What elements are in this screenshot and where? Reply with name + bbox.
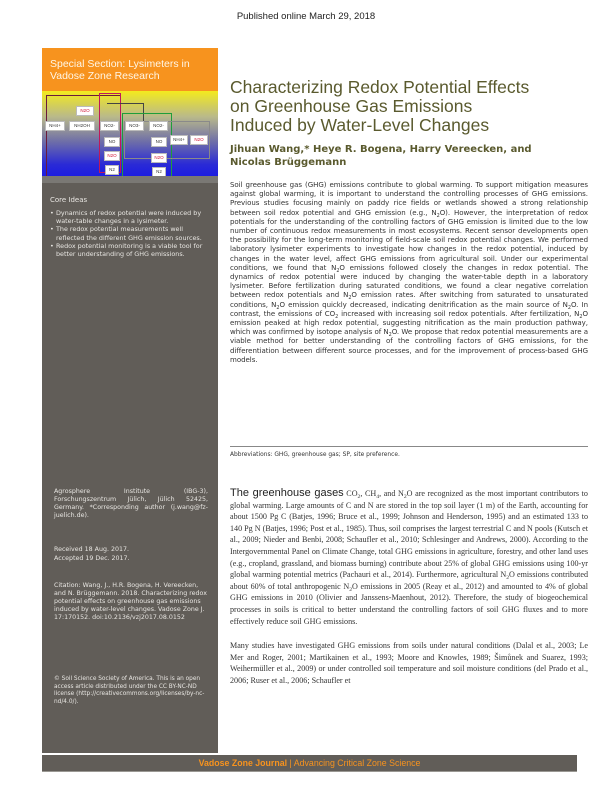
body-text: O are recognized as the most important contributors to global warming. Large amounts of C and N are stored in the top soil layer (1 m) of the Earth, accounting for about 1500 Pg C (Batjes, 1996; Bruce et al., 1999; Johnson and Henderson, 1995) and an estimated 133 to 140 Pg N (Batjes, 1996; Post et al., 1985). Thus, soil comprises the largest terrestrial C and N pools (Kutsch et al., 2009; Nieder and Benbi, 2008; Schaufler et al., 2010; Schlesinger and Andrews, 2000). According to the Intergovernmental Panel on Climate Change, total GHG emissions in agriculture, forestry, and other land uses (e.g., cropland, grassland, and biomass burning) contribute about 25% of global GHG emissions using 100-yr global warming potential metrics (Pachauri et al., 2014). Furthermore, agricultural N — [230, 489, 588, 580]
n2o-box-lower: N2O — [151, 153, 167, 163]
core-idea-item: • Redox potential monitoring is a viable tool for better understanding of GHG emissions. — [50, 242, 212, 258]
no-box: NO — [104, 137, 120, 147]
abbreviations: Abbreviations: GHG, greenhouse gas; SP, site preference. — [230, 452, 400, 458]
subscript: 2 — [357, 494, 361, 500]
subscript: 4 — [376, 494, 380, 500]
author-list — [230, 143, 580, 169]
author-line: Nicolas Brüggemann — [230, 157, 347, 168]
core-idea-item: • Dynamics of redox potential were induced by water-table changes in a lysimeter. — [50, 209, 212, 225]
subscript: 2 — [276, 304, 280, 311]
title-line: Induced by Water-Level Changes — [230, 115, 490, 135]
title-line: on Greenhouse Gas Emissions — [230, 96, 473, 116]
body-paragraph — [230, 488, 588, 627]
core-ideas-heading: Core Ideas — [50, 196, 88, 204]
no-box-right: NO — [151, 137, 167, 147]
abstract-text: O emission peaked at high redox potential, suggesting nitrification as the main production pathway, which was confirmed by isotope analysis of N — [230, 308, 588, 337]
footer-separator: | — [287, 758, 294, 768]
core-idea-item: • The redox potential measurements well reflected the different GHG emission sources. — [50, 225, 212, 241]
core-ideas — [50, 196, 212, 258]
subscript: 2 — [349, 586, 353, 593]
section-label-line: Special Section: Lysimeters in — [50, 58, 190, 70]
article-body — [230, 488, 588, 687]
abstract — [230, 180, 588, 364]
author-line: Jihuan Wang,* Heye R. Bogena, Harry Vereecken, and — [230, 144, 532, 155]
special-section-banner — [42, 48, 218, 91]
subscript: 2 — [579, 313, 583, 320]
nitrogen-cycle-diagram — [42, 91, 218, 183]
body-text: O emissions contributed about 60% of total anthropogenic N — [230, 570, 589, 591]
subscript: 2 — [506, 575, 510, 582]
abstract-divider — [230, 446, 588, 447]
nh4-box: NH4+ — [45, 121, 65, 131]
journal-footer — [42, 755, 577, 772]
special-section-label — [50, 58, 190, 82]
diagram-soil-bar — [42, 176, 218, 183]
journal-name: Vadose Zone Journal — [198, 758, 288, 768]
n2o-box-mid: N2O — [104, 151, 120, 161]
core-ideas-list — [50, 209, 212, 258]
body-text: , CH — [360, 489, 377, 498]
abstract-text: O. In contrast, the emissions of CO — [230, 299, 588, 318]
journal-tagline: Advancing Critical Zone Science — [293, 758, 421, 768]
lead-in: The greenhouse gases — [230, 487, 344, 499]
subscript: 2 — [403, 494, 407, 500]
no2-box: NO2- — [100, 121, 119, 131]
abstract-text: O emission rates. After switching from saturated to unsaturated conditions, N — [230, 290, 588, 309]
abstract-text: increased with increasing soil redox potentials. After fertilization, N — [338, 308, 580, 318]
n2-box-right: N2 — [152, 167, 166, 177]
dates — [54, 546, 208, 563]
n2-box: N2 — [105, 165, 119, 175]
subscript: 2 — [436, 212, 440, 219]
section-label-line: Vadose Zone Research — [50, 70, 160, 82]
body-paragraph: Many studies have investigated GHG emissions from soils under natural conditions (Dalal et al., 2003; Le Mer and Roger, 2001; Martikainen et al., 1993; Moore and Knowles, 1989; Šimůnek and Suarez, 1993; Weihermüller et al., 2009) or under controlled soil temperature and soil moisture conditions (del Prado et al., 2006; Ruser et al., 2006; Schaufler et — [230, 641, 588, 685]
body-text: CO — [343, 489, 358, 498]
subscript: 2 — [335, 313, 339, 320]
nh4-box-right: NH4+ — [170, 135, 188, 145]
sidebar — [42, 48, 218, 753]
n2o-box: N2O — [76, 106, 94, 116]
published-date: Published online March 29, 2018 — [236, 11, 376, 22]
subscript: 2 — [567, 304, 571, 311]
accepted-date: Accepted 19 Dec. 2017. — [54, 554, 130, 562]
abstract-text: Soil greenhouse gas (GHG) emissions contribute to global warming. To support mitigation measures against global warming, it is important to understand the controlling processes of GHG emissions. Previous studies focusing mainly on paddy rice fields or wetlands showed a strong relationship between soil redox potential and GHG emission (e.g., N — [230, 180, 588, 217]
article-title — [230, 78, 580, 135]
abstract-text: O emissions followed closely the changes in redox potential. The dynamics of redox potential were induced by changing the water-table depth in a laboratory lysimeter. Before fertilization during saturated conditions, we found a clear negative correlation between redox potentials and N — [230, 262, 589, 300]
title-line: Characterizing Redox Potential Effects — [230, 77, 530, 97]
subscript: 2 — [348, 295, 352, 302]
received-date: Received 18 Aug. 2017. — [54, 546, 129, 553]
subscript: 2 — [336, 267, 340, 274]
copyright-license: © Soil Science Society of America. This is an open access article distributed under the CC BY-NC-ND license (http://creativecommons.org/licenses/by-nc-nd/4.0/). — [54, 676, 205, 705]
n2o-box-right: N2O — [190, 135, 208, 145]
abstract-text: O emission quickly decreased, indicating denitrification as the main source of N — [279, 299, 568, 309]
abstract-text: O). However, the interpretation of redox potentials for the understanding of the controlling factors of GHG emission is limited due to the low number of continuous redox measurements in most ecosystems. Recent sensor developments open the possibility for the long-term monitoring of field-scale soil redox potential changes. We performed laboratory lysimeter experiments to investigate how changes in the redox potential, induced by changes in the water level, affect GHG emissions from agricultural soil. Under our experimental conditions, we found that N — [230, 207, 588, 272]
body-text: O emissions in 2005 (Reay et al., 2012) and amounted to 4% of global GHG emissions in 2010 (Olivier and Janssens-Maenhout, 2012). Therefore, the study of biogeochemical processes in soils is critical to better understand the controlling factors of soil GHG fluxes and to more effectively reduce soil GHG emissions. — [230, 581, 588, 626]
nh2oh-box: NH2OH — [69, 121, 95, 131]
citation: Citation: Wang, J., H.R. Bogena, H. Vereecken, and N. Brüggemann. 2018. Characterizing redox potential effects on greenhouse gas emissions induced by water-level changes. Vadose Zone J. 17:170152. doi:10.2136/vzj2017.08.0152 — [54, 582, 207, 621]
abstract-text: O. We propose that redox potential measurements are a viable method for better understanding of the controlling factors of GHG emissions, for the differentiation between different source processes, and for the improvement of process-based GHG models. — [230, 327, 588, 364]
body-text: , and N — [379, 489, 404, 498]
no3-box: NO3- — [125, 121, 144, 131]
affiliation: Agrosphere Institute (IBG-3), Forschungszentrum Jülich, Jülich 52425, Germany. *Corresponding author (j.wang@fz-juelich.de). — [54, 488, 208, 519]
no2-box-right: NO2- — [149, 121, 168, 131]
subscript: 2 — [388, 332, 392, 339]
